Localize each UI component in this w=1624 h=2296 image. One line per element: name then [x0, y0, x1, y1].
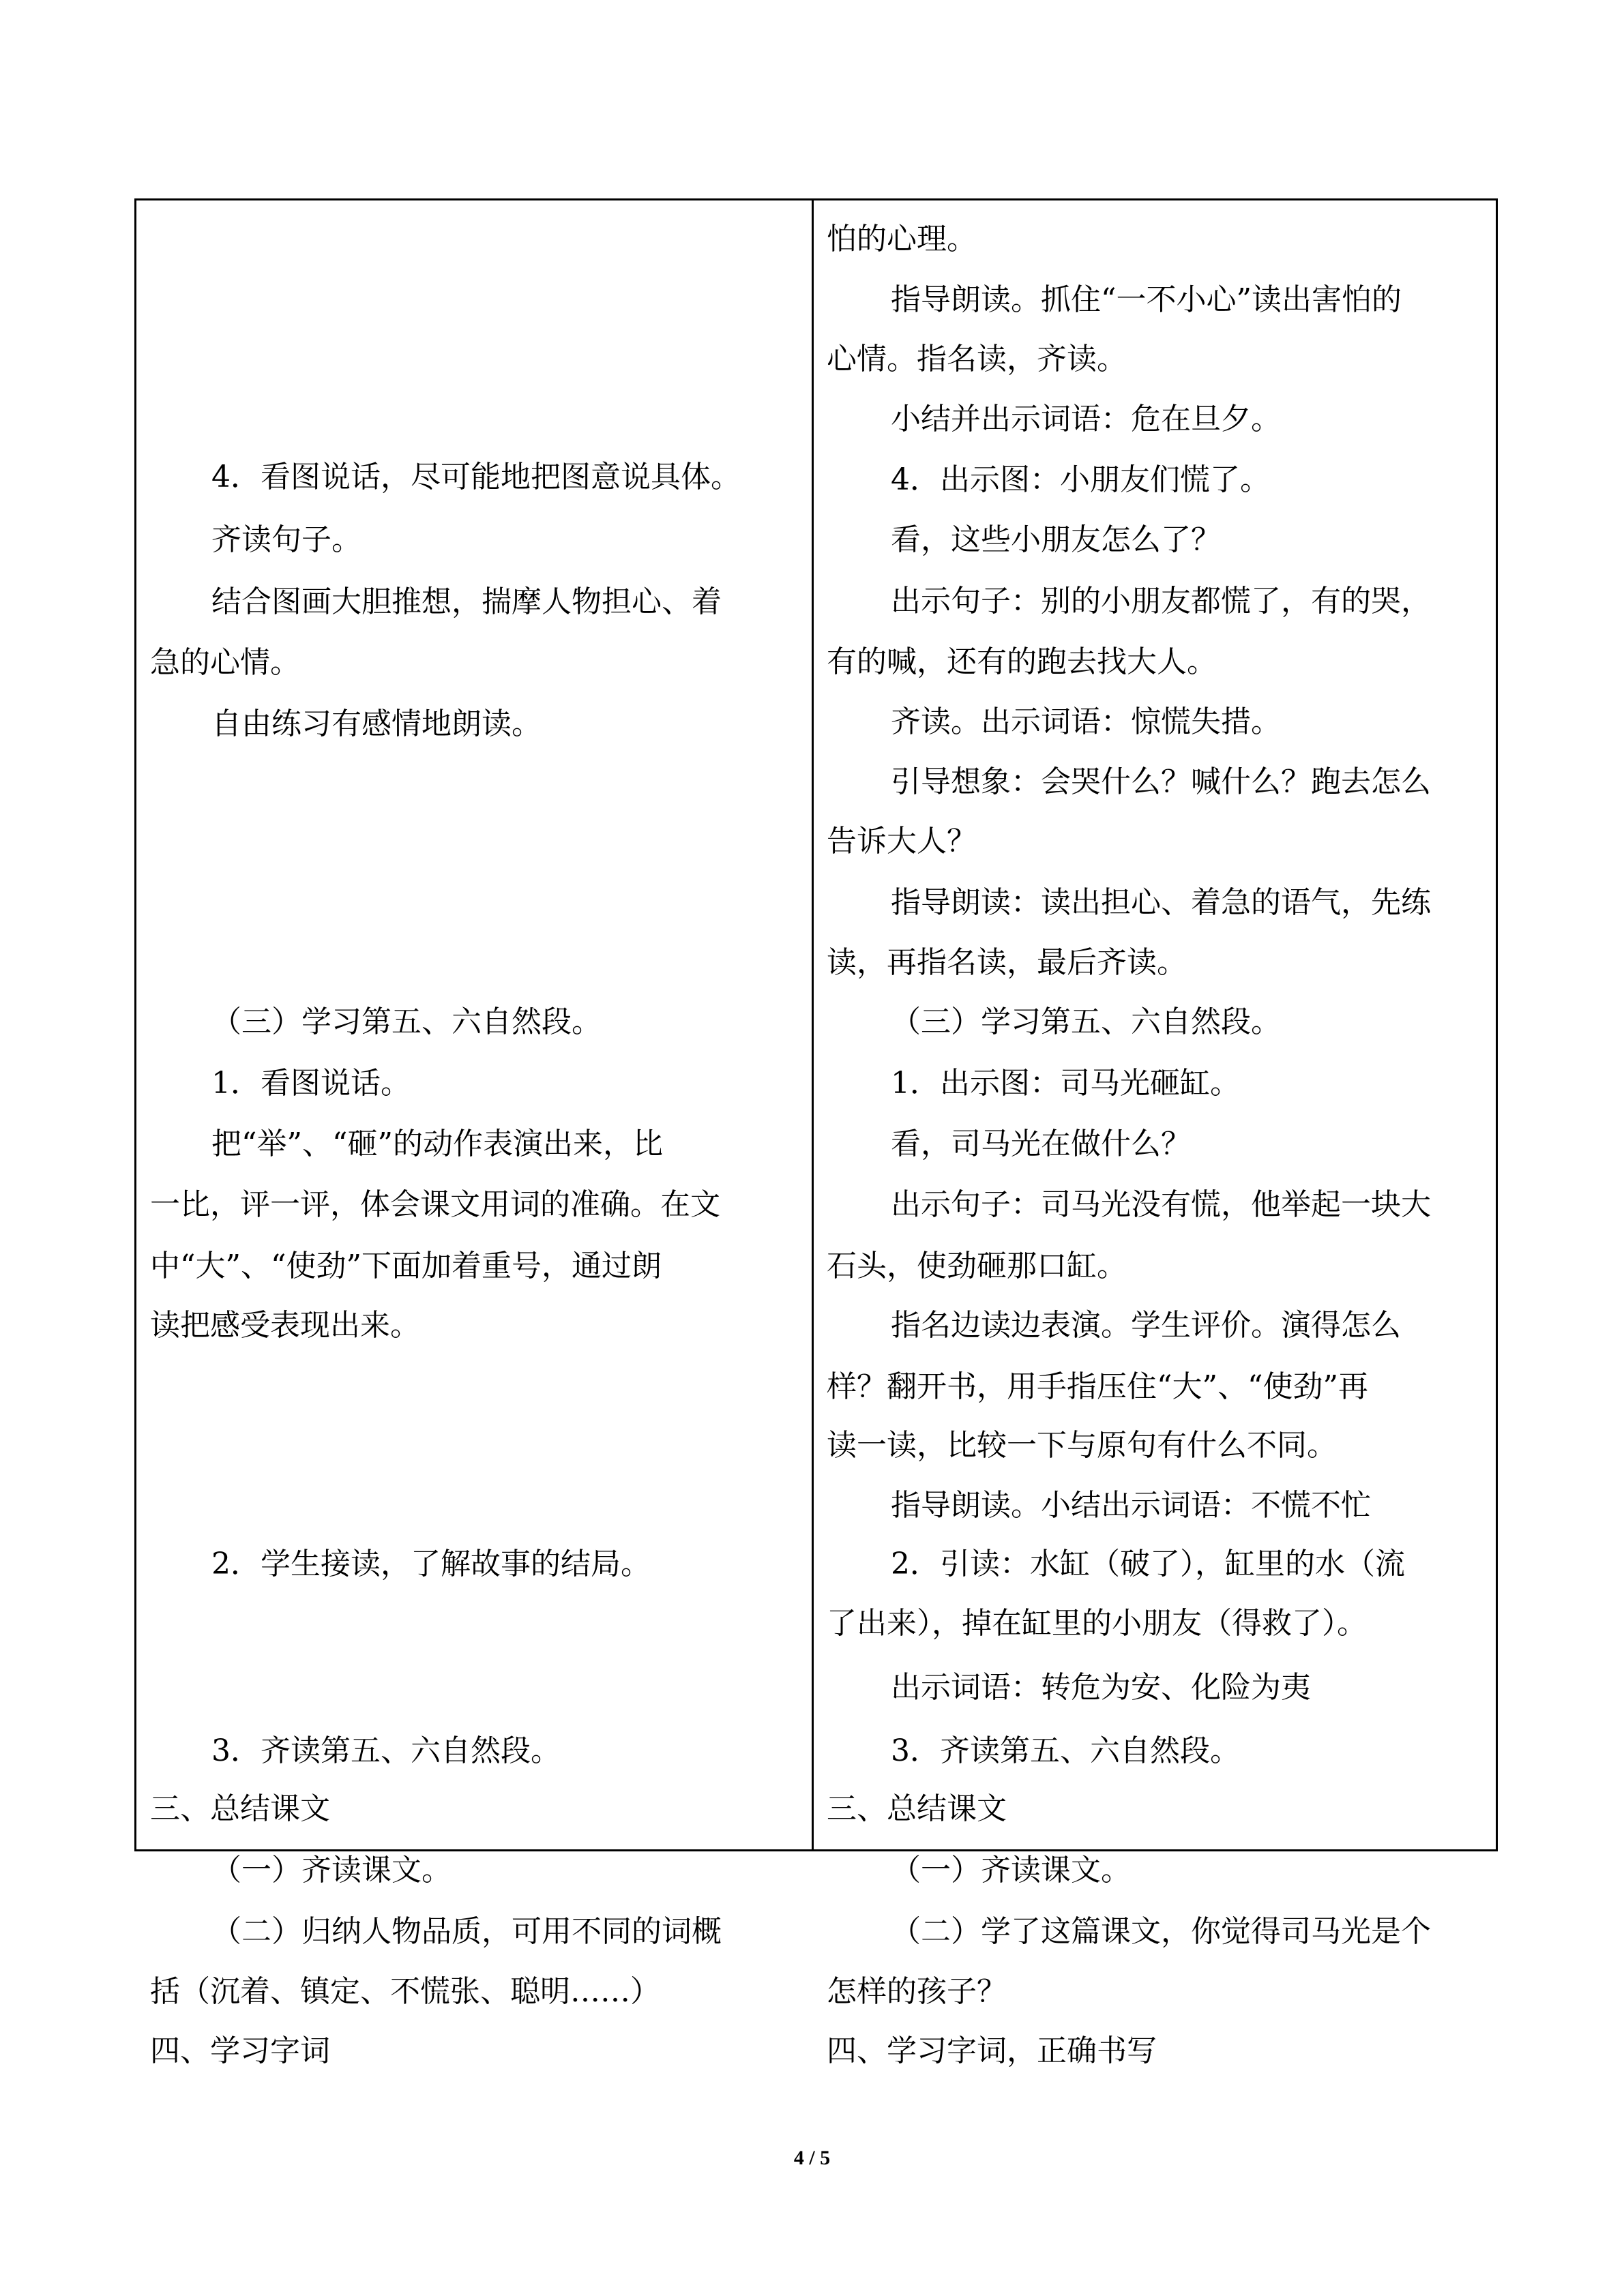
right-line: 看，这些小朋友怎么了？ — [891, 522, 1221, 557]
left-line: 读把感受表现出来。 — [150, 1308, 420, 1343]
right-line: 怎样的孩子？ — [827, 1974, 1007, 2009]
right-line: 了出来），掉在缸里的小朋友（得救了）。 — [827, 1606, 1367, 1641]
left-line: （一）齐读课文。 — [211, 1853, 452, 1888]
left-line: 四、学习字词 — [150, 2033, 330, 2068]
right-line: 样？翻开书，用手指压住“大”、“使劲”再 — [827, 1369, 1368, 1404]
right-line: （三）学习第五、六自然段。 — [891, 1004, 1281, 1039]
right-line: 出示句子：司马光没有慌，他举起一块大 — [891, 1187, 1431, 1222]
page-number: 4 / 5 — [793, 2147, 831, 2169]
right-line: （一）齐读课文。 — [891, 1853, 1131, 1888]
left-line: 中“大”、“使劲”下面加着重号，通过朗 — [150, 1249, 662, 1283]
right-line: 告诉大人？ — [827, 824, 977, 859]
column-divider — [812, 200, 814, 1849]
right-line: 怕的心理。 — [827, 222, 977, 256]
left-line: 括（沉着、镇定、不慌张、聪明……） — [150, 1974, 660, 2009]
right-line: 读一读，比较一下与原句有什么不同。 — [827, 1428, 1337, 1463]
left-line: 3．齐读第五、六自然段。 — [211, 1733, 561, 1768]
left-line: 一比，评一评，体会课文用词的准确。在文 — [150, 1187, 720, 1222]
right-line: 2．引读：水缸（破了），缸里的水（流 — [891, 1547, 1405, 1581]
right-line: 三、总结课文 — [827, 1791, 1007, 1826]
right-line: 心情。指名读，齐读。 — [827, 342, 1127, 376]
left-line: 2．学生接读，了解故事的结局。 — [211, 1547, 651, 1581]
right-line: （二）学了这篇课文，你觉得司马光是个 — [891, 1914, 1431, 1949]
left-line: 急的心情。 — [150, 645, 300, 680]
left-line: 三、总结课文 — [150, 1791, 330, 1826]
right-line: 指导朗读。抓住“一不小心”读出害怕的 — [891, 282, 1402, 317]
left-line: 把“举”、“砸”的动作表演出来，比 — [211, 1127, 663, 1161]
left-line: 自由练习有感情地朗读。 — [211, 706, 542, 741]
right-line: 1．出示图：司马光砸缸。 — [891, 1066, 1240, 1101]
left-line: （二）归纳人物品质，可用不同的词概 — [211, 1914, 722, 1949]
right-line: 有的喊，还有的跑去找大人。 — [827, 644, 1217, 679]
left-line: 结合图画大胆推想，揣摩人物担心、着 — [211, 584, 722, 619]
right-line: 石头，使劲砸那口缸。 — [827, 1249, 1127, 1283]
left-line: 1．看图说话。 — [211, 1066, 411, 1101]
right-line: 指导朗读。小结出示词语：不慌不忙 — [891, 1488, 1371, 1523]
right-line: 看，司马光在做什么？ — [891, 1127, 1191, 1161]
right-line: 指名边读边表演。学生评价。演得怎么 — [891, 1308, 1401, 1343]
right-line: 小结并出示词语：危在旦夕。 — [891, 402, 1281, 436]
right-line: 4．出示图：小朋友们慌了。 — [891, 462, 1270, 497]
right-line: 指导朗读：读出担心、着急的语气，先练 — [891, 885, 1431, 920]
right-line: 读，再指名读，最后齐读。 — [827, 945, 1187, 980]
left-line: 齐读句子。 — [211, 522, 361, 557]
right-line: 3．齐读第五、六自然段。 — [891, 1733, 1240, 1768]
right-line: 出示词语：转危为安、化险为夷 — [891, 1670, 1311, 1705]
right-line: 四、学习字词，正确书写 — [827, 2033, 1157, 2068]
left-line: 4．看图说话，尽可能地把图意说具体。 — [211, 460, 741, 494]
left-line: （三）学习第五、六自然段。 — [211, 1004, 602, 1039]
right-line: 齐读。出示词语：惊慌失措。 — [891, 704, 1281, 739]
right-line: 出示句子：别的小朋友都慌了，有的哭， — [891, 584, 1431, 618]
right-line: 引导想象：会哭什么？喊什么？跑去怎么 — [891, 764, 1431, 799]
